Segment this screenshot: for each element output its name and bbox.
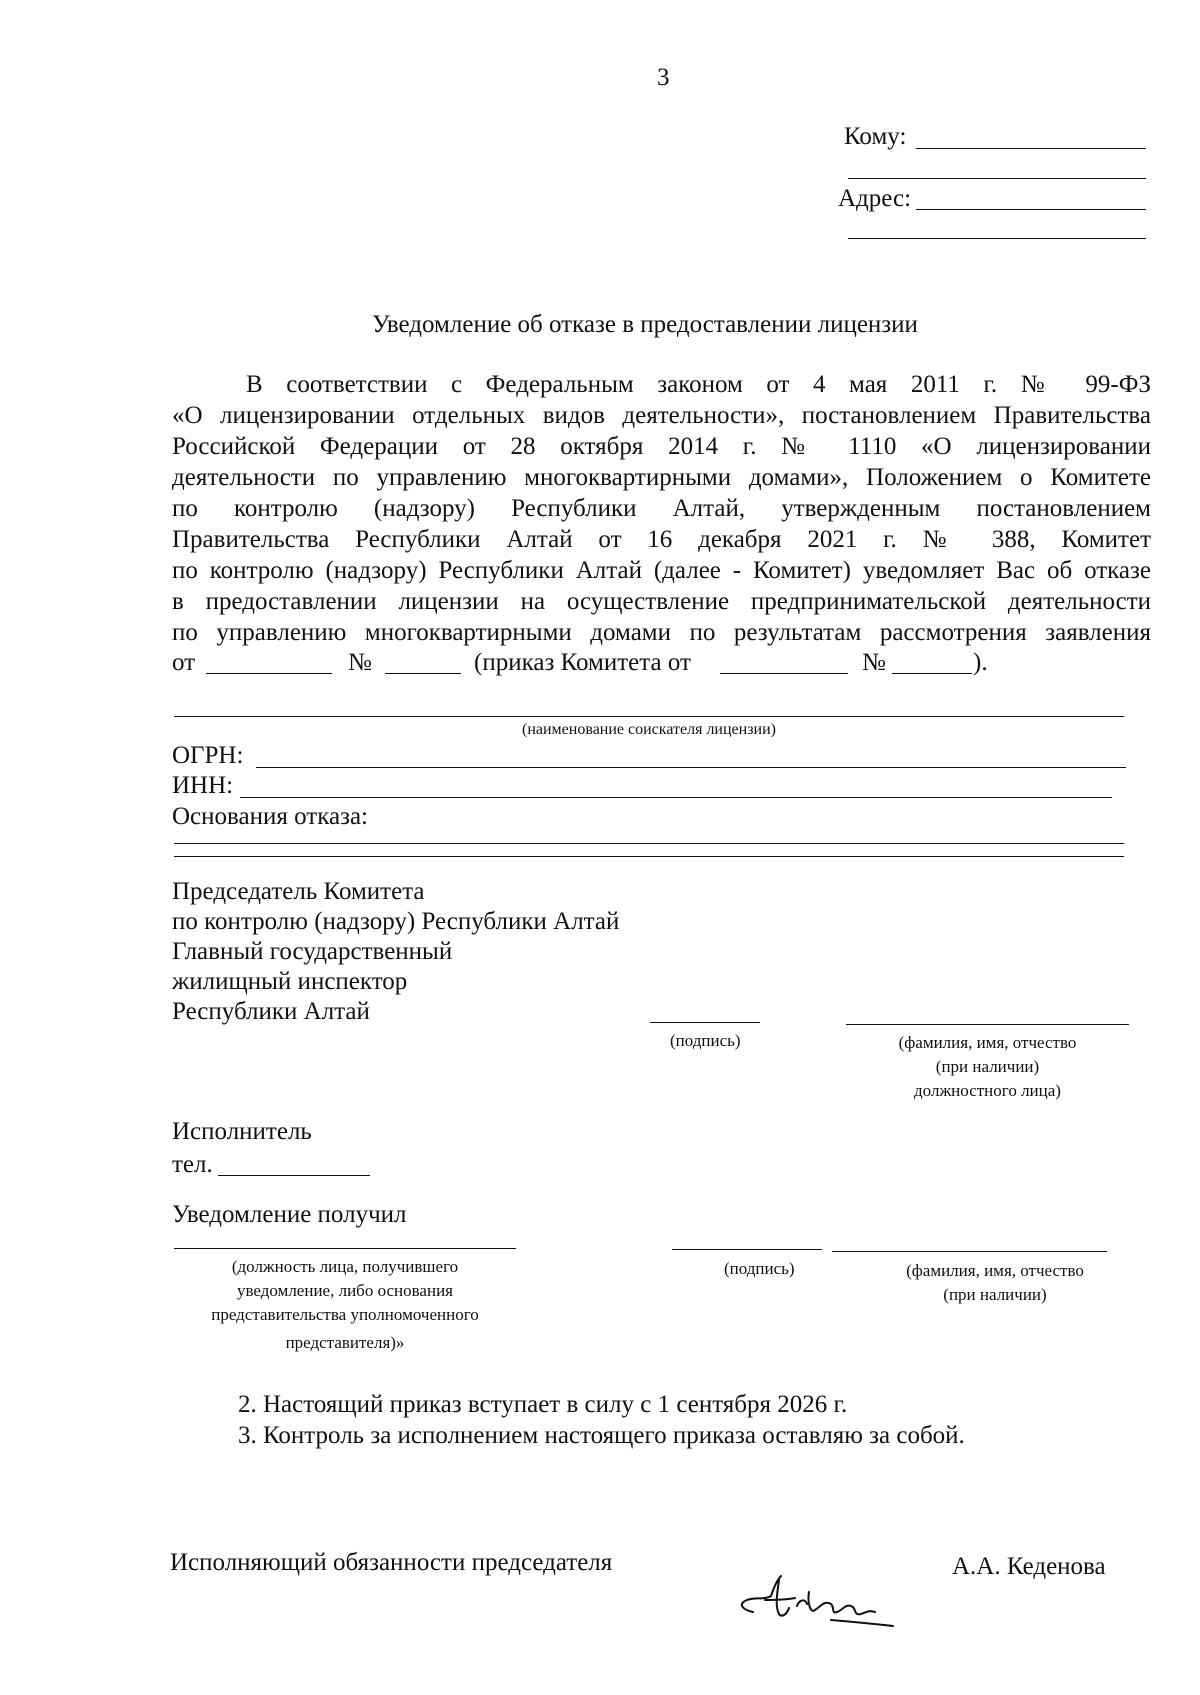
chairman-line-4: жилищный инспектор — [172, 968, 408, 995]
address-line-1 — [916, 209, 1146, 210]
footer-position: Исполняющий обязанности председателя — [170, 1549, 613, 1576]
body-line-6: Правительства Республики Алтай от 16 декабря 2021 г. № 388, Комитет — [172, 526, 1151, 553]
receiver-position-caption-3: представительства уполномоченного — [211, 1305, 479, 1324]
applicant-line — [174, 716, 1124, 717]
receiver-position-caption-2: уведомление, либо основания — [236, 1281, 453, 1300]
inn-line — [240, 797, 1112, 798]
from-label: от — [172, 649, 196, 676]
body-line-9: по управлению многоквартирными домами по результатам рассмотрения заявления — [172, 619, 1151, 646]
inn-label: ИНН: — [172, 772, 234, 799]
phone-label: тел. — [172, 1151, 213, 1178]
body-line-5: по контролю (надзору) Республики Алтай, утвержденным постановлением — [172, 495, 1151, 522]
document-title: Уведомление об отказе в предоставлении лицензии — [372, 311, 918, 338]
official-name-caption-3: должностного лица) — [914, 1081, 1061, 1100]
body-line-4: деятельности по управлению многоквартирными домами», Положением о Комитете — [172, 464, 1151, 491]
body-line-8: в предоставлении лицензии на осуществление предпринимательской деятельности — [172, 588, 1151, 615]
to-line-1 — [916, 148, 1146, 149]
to-line-2 — [848, 178, 1146, 179]
chairman-signature-caption: (подпись) — [670, 1031, 741, 1050]
receiver-name-line — [832, 1251, 1107, 1252]
chairman-line-1: Председатель Комитета — [172, 878, 425, 905]
chairman-line-2: по контролю (надзору) Республики Алтай — [172, 908, 620, 935]
receiver-name-caption-2: (при наличии) — [943, 1285, 1047, 1304]
order-date-blank — [720, 673, 848, 674]
order-label: (приказ Комитета от — [474, 649, 691, 676]
number-blank — [385, 673, 461, 674]
grounds-label: Основания отказа: — [172, 803, 368, 830]
receiver-name-caption-1: (фамилия, имя, отчество — [906, 1261, 1084, 1280]
page-number: 3 — [657, 64, 670, 91]
receiver-signature-caption: (подпись) — [724, 1259, 795, 1278]
official-name-caption-2: (при наличии) — [935, 1057, 1040, 1076]
date-blank — [206, 673, 332, 674]
closing-paren: ). — [973, 649, 988, 676]
executor-label: Исполнитель — [172, 1118, 312, 1145]
grounds-line-1 — [174, 843, 1124, 844]
chairman-name-line — [846, 1024, 1129, 1025]
body-line-1: В соответствии с Федеральным законом от 4 мая 2011 г. № 99-ФЗ — [246, 371, 1151, 398]
receiver-position-caption-4: представителя)» — [285, 1333, 405, 1352]
body-line-2: «О лицензировании отдельных видов деятельности», постановлением Правительства — [172, 402, 1151, 429]
ogrn-line — [256, 767, 1126, 768]
official-name-caption-1: (фамилия, имя, отчество — [898, 1033, 1077, 1052]
order-number-blank — [892, 673, 972, 674]
chairman-line-3: Главный государственный — [172, 938, 453, 965]
body-line-7: по контролю (надзору) Республики Алтай (далее - Комитет) уведомляет Вас об отказе — [172, 557, 1151, 584]
number-sign: № — [348, 649, 372, 676]
chairman-signature-line — [650, 1022, 760, 1023]
applicant-caption: (наименование соискателя лицензии) — [522, 721, 776, 738]
receiver-signature-line — [672, 1249, 822, 1250]
closing-item-2: 2. Настоящий приказ вступает в силу с 1 сентября 2026 г. — [238, 1391, 848, 1418]
received-label: Уведомление получил — [172, 1201, 407, 1228]
footer-name: А.А. Кеденова — [952, 1553, 1106, 1580]
address-label: Адрес: — [838, 185, 912, 212]
receiver-position-caption-1: (должность лица, получившего — [231, 1257, 459, 1276]
chairman-line-5: Республики Алтай — [172, 998, 370, 1025]
phone-line — [218, 1175, 370, 1176]
closing-item-3: 3. Контроль за исполнением настоящего приказа оставляю за собой. — [238, 1422, 965, 1449]
address-line-2 — [848, 238, 1146, 239]
handwritten-signature — [735, 1570, 915, 1640]
to-label: Кому: — [844, 123, 907, 150]
grounds-line-2 — [174, 856, 1124, 857]
ogrn-label: ОГРН: — [172, 742, 244, 769]
receiver-position-line — [174, 1248, 516, 1249]
number-sign-2: № — [862, 649, 886, 676]
body-line-3: Российской Федерации от 28 октября 2014 г. № 1110 «О лицензировании — [172, 433, 1151, 460]
